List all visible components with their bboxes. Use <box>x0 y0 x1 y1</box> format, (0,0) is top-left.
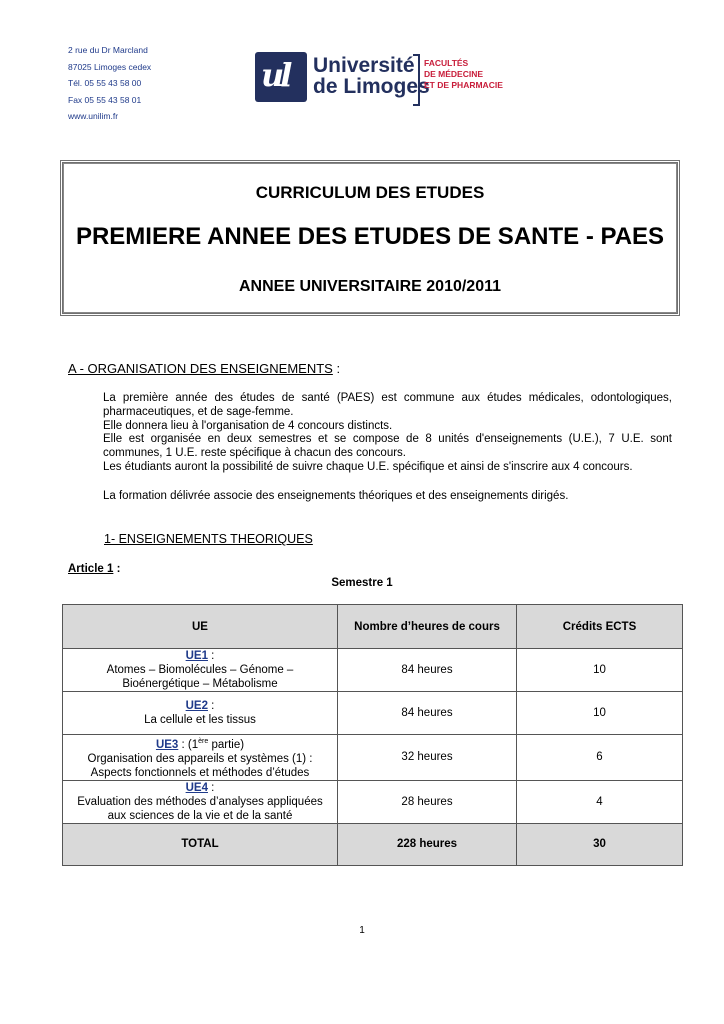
paragraph: La formation délivrée associe des enseignements théoriques et des enseignements dirigés. <box>103 490 569 502</box>
academic-year: ANNEE UNIVERSITAIRE 2010/2011 <box>238 278 502 295</box>
ue-link[interactable]: UE2 <box>185 700 208 712</box>
header-credits: Crédits ECTS <box>517 605 683 649</box>
hours-cell: 84 heures <box>338 649 517 692</box>
table-row <box>63 649 683 692</box>
paragraph: Elle est organisée en deux semestres et se compose de 8 unités d'enseignements (U.E.), 7 U.E. sont communes, 1 U.E. reste spécifique à chacun des concours. <box>103 433 672 460</box>
logo-faculties: FACULTÉS DE MÉDECINE ET DE PHARMACIE <box>424 58 503 90</box>
logo-bracket <box>413 54 420 106</box>
phone-line: Tél. 05 55 43 58 00 <box>68 78 142 88</box>
page-number: 1 <box>359 925 365 936</box>
fax-line: Fax 05 55 43 58 01 <box>68 94 142 105</box>
credits-cell: 6 <box>517 735 683 781</box>
title-box <box>60 160 680 316</box>
hours-cell: 28 heures <box>338 780 517 823</box>
curriculum-title: CURRICULUM DES ETUDES <box>255 183 485 202</box>
address-line: 87025 Limoges cedex <box>68 61 152 72</box>
credits-cell: 4 <box>517 780 683 823</box>
ue-cell: UE2 : La cellule et les tissus <box>63 692 338 735</box>
table-row <box>63 780 683 823</box>
logo-mark-icon: ul <box>255 52 307 102</box>
logo-name: Université de Limoges <box>313 54 430 98</box>
ue-cell: UE1 : Atomes – Biomolécules – Génome – Bioénergétique – Métabolisme <box>63 649 338 692</box>
header-ue: UE <box>63 605 338 649</box>
header-hours: Nombre d’heures de cours <box>338 605 517 649</box>
address-block <box>68 42 151 125</box>
program-title: PREMIERE ANNEE DES ETUDES DE SANTE - PAES <box>75 223 665 250</box>
ue-link[interactable]: UE4 <box>185 781 208 794</box>
ue-table <box>62 604 683 866</box>
ue-cell: UE3 : (1ère partie) Organisation des appareils et systèmes (1) : Aspects fonctionnels et méthodes d’études <box>63 735 338 781</box>
semester-label: Semestre 1 <box>331 577 393 589</box>
hours-cell: 84 heures <box>338 692 517 735</box>
subsection-heading: 1- ENSEIGNEMENTS THEORIQUES <box>104 532 313 546</box>
total-row <box>63 823 683 865</box>
table-row <box>63 735 683 781</box>
credits-cell: 10 <box>517 649 683 692</box>
total-credits: 30 <box>517 823 683 865</box>
paragraph: Les étudiants auront la possibilité de suivre chaque U.E. spécifique et ainsi de s'inscrire aux 4 concours. <box>103 460 633 473</box>
section-heading: A - ORGANISATION DES ENSEIGNEMENTS : <box>68 361 341 376</box>
address-line: 2 rue du Dr Marcland <box>68 45 148 55</box>
table-header-row <box>63 605 683 649</box>
ue-cell: UE4 : Evaluation des méthodes d’analyses appliquées aux sciences de la vie et de la santé <box>63 780 338 823</box>
total-hours: 228 heures <box>338 823 517 865</box>
intro-paragraphs <box>68 392 672 475</box>
hours-cell: 32 heures <box>338 735 517 781</box>
ue-link[interactable]: UE3 <box>155 738 179 751</box>
ue-link[interactable]: UE1 <box>185 650 208 662</box>
website-link[interactable]: www.unilim.fr <box>68 111 119 121</box>
total-label: TOTAL <box>63 823 338 865</box>
paragraph: La première année des études de santé (PAES) est commune aux études médicales, odontologiques, pharmaceutiques, et de sage-femme. <box>103 392 672 418</box>
paragraph: Elle donnera lieu à l'organisation de 4 concours distincts. <box>103 419 393 432</box>
table-row <box>63 692 683 735</box>
article-label: Article 1 : <box>68 563 121 575</box>
credits-cell: 10 <box>517 692 683 735</box>
